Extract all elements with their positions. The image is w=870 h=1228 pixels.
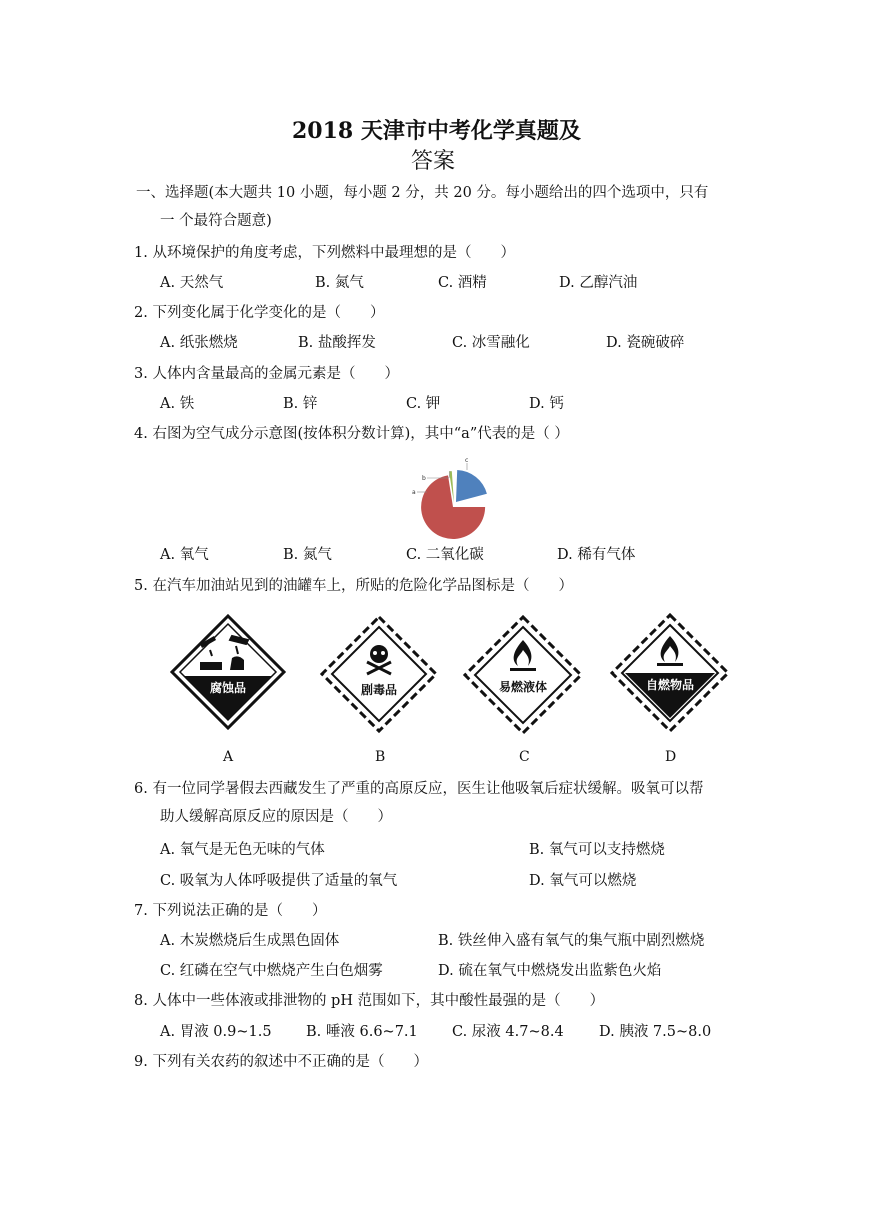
question-8-option-d: D. 胰液 7.5~8.0 <box>599 1024 712 1040</box>
question-1-option-c: C. 酒精 <box>438 275 487 291</box>
question-3-option-d: D. 钙 <box>529 396 564 412</box>
question-7-stem: 7. 下列说法正确的是（ ） <box>134 903 327 919</box>
question-3-option-c: C. 钾 <box>406 396 441 412</box>
question-5-option-a: A <box>223 749 234 765</box>
pie-slice-c <box>456 470 487 502</box>
pie-label-a: a <box>412 489 416 496</box>
question-4-stem: 4. 右图为空气成分示意图(按体积分数计算)，其中“a”代表的是（ ） <box>134 426 569 442</box>
question-5-stem: 5. 在汽车加油站见到的油罐车上，所贴的危险化学品图标是（ ） <box>134 578 573 594</box>
question-6-option-d: D. 氧气可以燃烧 <box>529 873 637 889</box>
question-8-option-a: A. 胃液 0.9~1.5 <box>160 1024 272 1040</box>
question-4-option-a: A. 氧气 <box>160 547 209 563</box>
question-3-option-b: B. 锌 <box>283 396 318 412</box>
corrosive-hazard-sign <box>170 614 286 730</box>
question-6-option-b: B. 氧气可以支持燃烧 <box>529 842 665 858</box>
question-8-option-c: C. 尿液 4.7~8.4 <box>452 1024 564 1040</box>
question-6-stem-line2: 助人缓解高原反应的原因是（ ） <box>160 809 392 825</box>
spontaneous-combustion-sign-label: 自燃物品 <box>645 678 695 692</box>
question-5-option-b: B <box>375 749 386 765</box>
question-3-stem: 3. 人体内含量最高的金属元素是（ ） <box>134 366 399 382</box>
page-title: 2018 天津市中考化学真题及 <box>292 118 581 144</box>
question-9-stem: 9. 下列有关农药的叙述中不正确的是（ ） <box>134 1054 428 1070</box>
question-6-stem: 6. 有一位同学暑假去西藏发生了严重的高原反应，医生让他吸氧后症状缓解。吸氧可以帮 <box>134 781 704 797</box>
question-3-option-a: A. 铁 <box>160 396 195 412</box>
toxic-hazard-sign <box>319 614 439 734</box>
question-7-option-a: A. 木炭燃烧后生成黑色固体 <box>160 933 340 949</box>
question-1-stem: 1. 从环境保护的角度考虑，下列燃料中最理想的是（ ） <box>134 245 515 261</box>
flammable-liquid-hazard-sign <box>462 614 584 736</box>
corrosive-sign-label: 腐蚀品 <box>209 681 247 695</box>
question-8-option-b: B. 唾液 6.6~7.1 <box>306 1024 418 1040</box>
pie-label-b: b <box>422 475 426 482</box>
question-6-option-a: A. 氧气是无色无味的气体 <box>160 842 325 858</box>
question-2-stem: 2. 下列变化属于化学变化的是（ ） <box>134 305 385 321</box>
section-header-line2: 一 个最符合题意) <box>160 213 272 229</box>
question-8-stem: 8. 人体中一些体液或排泄物的 pH 范围如下，其中酸性最强的是（ ） <box>134 993 605 1009</box>
question-4-option-b: B. 氮气 <box>283 547 332 563</box>
section-header: 一、选择题(本大题共 10 小题，每小题 2 分，共 20 分。每小题给出的四个选项中，只有 <box>136 185 709 201</box>
spontaneous-combustion-hazard-sign <box>609 612 731 734</box>
question-2-option-c: C. 冰雪融化 <box>452 335 530 351</box>
question-4-option-d: D. 稀有气体 <box>557 547 636 563</box>
page-title-line2: 答案 <box>411 149 456 174</box>
question-7-option-b: B. 铁丝伸入盛有氧气的集气瓶中剧烈燃烧 <box>438 933 705 949</box>
question-7-option-d: D. 硫在氧气中燃烧发出监紫色火焰 <box>438 963 662 979</box>
question-2-option-d: D. 瓷碗破碎 <box>606 335 685 351</box>
toxic-sign-label: 剧毒品 <box>360 683 398 697</box>
question-2-option-a: A. 纸张燃烧 <box>160 335 238 351</box>
question-5-option-c: C <box>519 749 530 765</box>
question-1-option-a: A. 天然气 <box>160 275 224 291</box>
question-1-option-b: B. 氮气 <box>315 275 364 291</box>
air-composition-pie-chart <box>405 455 495 539</box>
question-4-option-c: C. 二氧化碳 <box>406 547 484 563</box>
flammable-liquid-sign-label: 易燃液体 <box>498 680 548 694</box>
pie-label-c: c <box>465 457 469 464</box>
question-1-option-d: D. 乙醇汽油 <box>559 275 638 291</box>
question-2-option-b: B. 盐酸挥发 <box>298 335 376 351</box>
question-7-option-c: C. 红磷在空气中燃烧产生白色烟雾 <box>160 963 383 979</box>
question-5-option-d: D <box>665 749 677 765</box>
question-6-option-c: C. 吸氧为人体呼吸提供了适量的氧气 <box>160 873 398 889</box>
